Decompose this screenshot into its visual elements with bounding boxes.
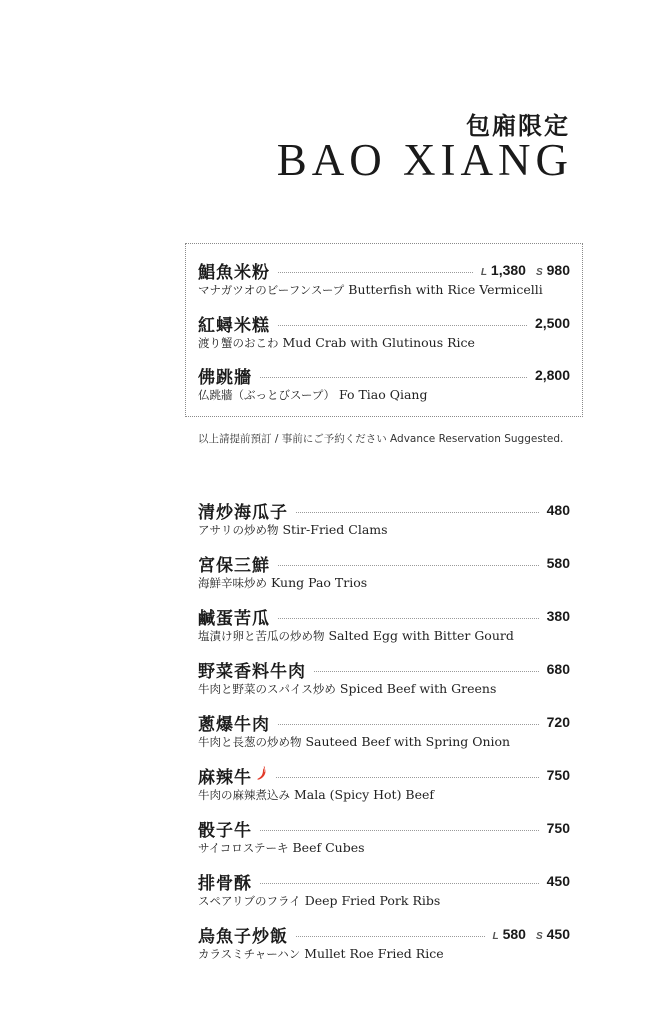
dot-leader: [260, 377, 527, 378]
item-description: カラスミチャーハン Mullet Roe Fried Rice: [198, 946, 444, 961]
item-name-zh: 鹹蛋苦瓜: [198, 608, 270, 629]
item-description: 塩漬け卵と苦瓜の炒め物 Salted Egg with Bitter Gourd: [198, 628, 514, 643]
menu-item: [198, 311, 570, 351]
menu-item: [198, 763, 570, 803]
item-name-zh: 蔥爆牛肉: [198, 714, 270, 735]
menu-item: [198, 657, 570, 697]
item-description: アサリの炒め物 Stir-Fried Clams: [198, 522, 388, 537]
dot-leader: [278, 565, 539, 566]
item-description: 牛肉の麻辣煮込み Mala (Spicy Hot) Beef: [198, 787, 435, 802]
item-name-zh: 骰子牛: [198, 820, 252, 841]
item-name-zh: 宮保三鮮: [198, 555, 270, 576]
item-price: 720: [546, 714, 570, 730]
item-description: スペアリブのフライ Deep Fried Pork Ribs: [198, 893, 441, 908]
item-name-zh: 紅蟳米糕: [198, 315, 270, 336]
item-price: 580: [546, 555, 570, 571]
item-description: 仏跳牆（ぶっとびスープ） Fo Tiao Qiang: [198, 387, 428, 402]
dot-leader: [296, 512, 539, 513]
dot-leader: [278, 325, 527, 326]
item-name-zh: 麻辣牛: [198, 767, 252, 788]
reservation-note: 以上請提前預訂 / 事前にご予約ください Advance Reservation Suggested.: [198, 433, 564, 445]
dot-leader: [260, 883, 539, 884]
item-description: マナガツオのビーフンスープ Butterfish with Rice Vermicelli: [198, 282, 543, 297]
menu-item: [198, 363, 570, 403]
item-description: 牛肉と野菜のスパイス炒め Spiced Beef with Greens: [198, 681, 497, 696]
menu-item: [198, 869, 570, 909]
item-name-zh: 佛跳牆: [198, 367, 252, 388]
section-title-chinese: 包廂限定: [466, 112, 570, 140]
menu-item: [198, 551, 570, 591]
item-name-zh: 清炒海瓜子: [198, 502, 288, 523]
item-description: 海鮮辛味炒め Kung Pao Trios: [198, 575, 368, 590]
dot-leader: [278, 618, 539, 619]
item-name-zh: 鯧魚米粉: [198, 262, 270, 283]
menu-item: [198, 710, 570, 750]
dot-leader: [276, 777, 539, 778]
item-price: 480: [546, 502, 570, 518]
item-name-zh: 排骨酥: [198, 873, 252, 894]
dot-leader: [278, 724, 539, 725]
item-price: 680: [546, 661, 570, 677]
item-description: サイコロステーキ Beef Cubes: [198, 840, 365, 855]
item-price: 750: [546, 820, 570, 836]
chili-pepper-icon: [256, 765, 268, 785]
item-price: 380: [546, 608, 570, 624]
item-price: L 580 S 450: [492, 926, 570, 942]
menu-item: [198, 816, 570, 856]
item-name-zh: 野菜香料牛肉: [198, 661, 306, 682]
item-description: 渡り蟹のおこわ Mud Crab with Glutinous Rice: [198, 335, 475, 350]
menu-item: [198, 498, 570, 538]
dot-leader: [260, 830, 539, 831]
item-price: 750: [546, 767, 570, 783]
dot-leader: [314, 671, 539, 672]
menu-item: [198, 258, 570, 298]
item-description: 牛肉と長葱の炒め物 Sauteed Beef with Spring Onion: [198, 734, 511, 749]
item-name-zh: 烏魚子炒飯: [198, 926, 288, 947]
menu-item: [198, 922, 570, 962]
item-price: L 1,380 S 980: [480, 262, 570, 278]
item-price: 2,500: [534, 315, 570, 331]
item-price: 450: [546, 873, 570, 889]
dot-leader: [296, 936, 485, 937]
menu-item: [198, 604, 570, 644]
dot-leader: [278, 272, 473, 273]
item-price: 2,800: [534, 367, 570, 383]
section-title-english: BAO XIANG: [276, 135, 573, 185]
